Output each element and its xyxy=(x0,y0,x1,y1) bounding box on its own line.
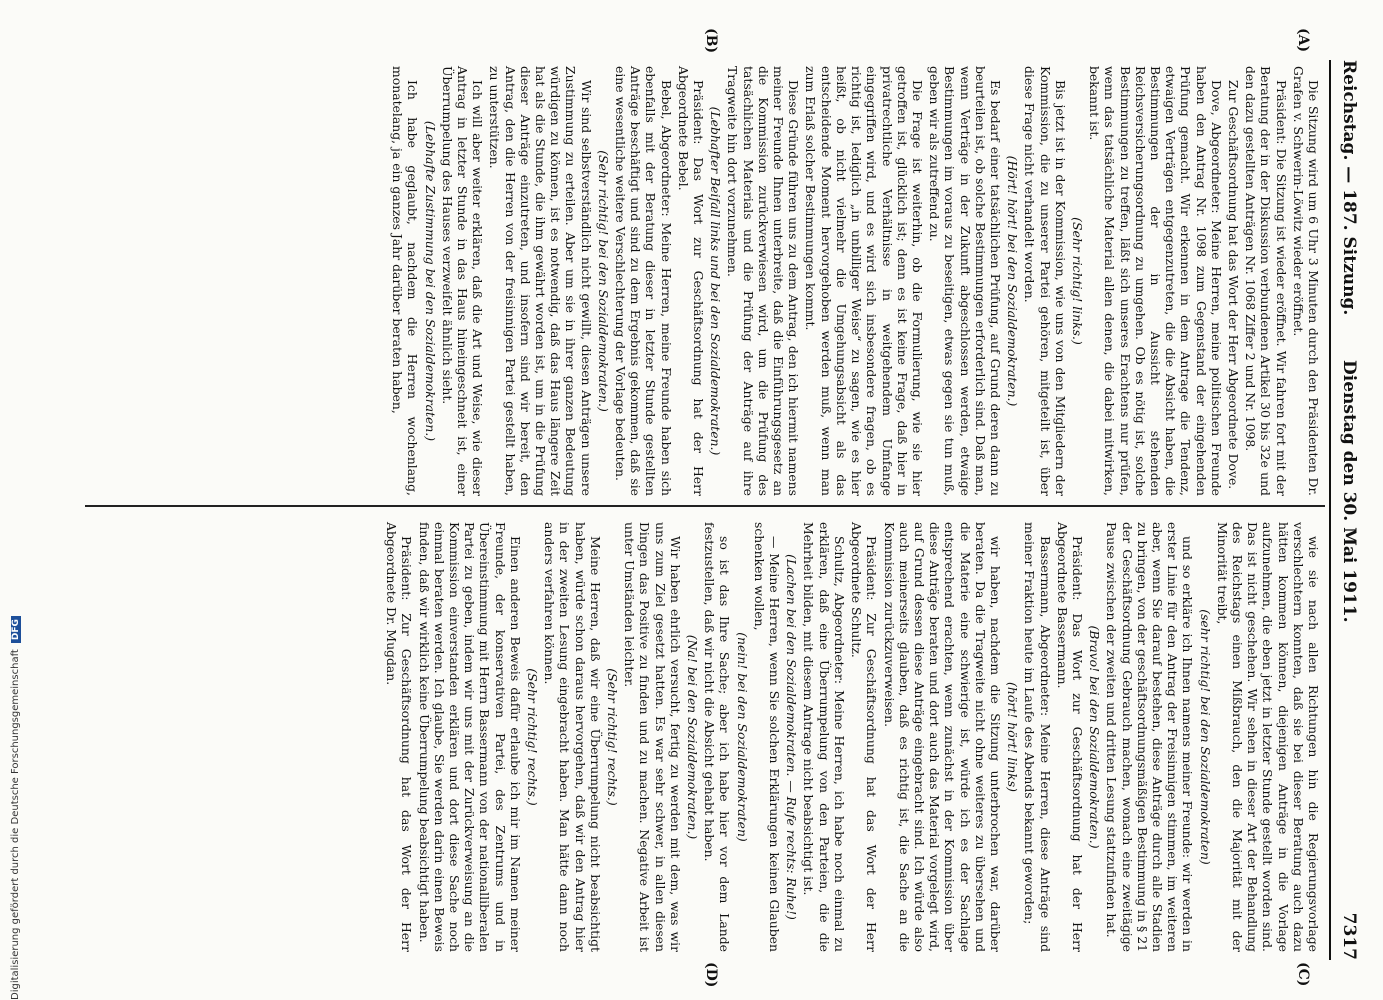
paragraph: Bassermann, Abgeordneter: Meine Herren, diese Anträge sind meiner Fraktion heute im Laufe des Abends bekannt geworden; xyxy=(1022,522,1053,952)
paragraph: Ich habe geglaubt, nachdem die Herren wochenlang, monatelang, ja ein ganzes Jahr darüber beraten haben, xyxy=(390,66,421,496)
paragraph: Präsident: Zur Geschäftsordnung hat das Wort der Herr Abgeordnete Dr. Mugdan. xyxy=(384,522,415,952)
paragraph: wir haben, nachdem die Sitzung unterbrochen war, darüber beraten. Da die Tragweite nicht ohne weiteres zu übersehen und die Materie eine schwierige ist, würde ich es der Sachlage entsprechend erachten, wenn zunächst in der Kommission über diese Anträge beraten und dort auch das Material vorgelegt wird, auf Grund dessen diese Anträge eingebracht sind. Ich würde also auch meinerseits glauben, daß es richtig ist, die Sache an die Kommission zurückzuverweisen. xyxy=(881,522,1003,952)
left-text-column xyxy=(388,66,1321,496)
interjection: (Sehr richtig! rechts.) xyxy=(605,668,621,806)
interjection: (hört! hört! links) xyxy=(1005,682,1021,792)
column-divider xyxy=(85,505,1325,507)
paragraph: Die Frage ist weiterhin, ob die Formulierung, wie sie hier getroffen ist, glücklich ist; denn es ist keine Frage, daß hier in privatrechtliche Verhältnisse in weitgehendem Umfange eingegriffen wird, und es wird sich insbesondere fragen, ob es richtig ist, lediglich „in unbilliger Weise“ zu sagen, wie es hier heißt, ob nicht vielmehr die Umgehungsabsicht als das entscheidende Moment hervorgehoben werden muß, wenn man zum Erlaß solcher Bestimmungen kommt. xyxy=(803,66,925,496)
paragraph: Wir haben ehrlich versucht, fertig zu werden mit dem, was wir uns zum Ziel gesetzt hatten. Es war sehr schwer, in allen diesen Dingen das Positive zu finden und zu machen. Negative Arbeit ist unter Umständen leichter. xyxy=(622,522,683,952)
paragraph: Präsident: Zur Geschäftsordnung hat das Wort der Herr Abgeordnete Schultz. xyxy=(849,522,880,952)
paragraph: so ist das Ihre Sache; aber ich habe hier vor dem Lande festzustellen, daß wir nicht die Absicht gehabt haben. xyxy=(702,522,733,952)
paragraph: und so erkläre ich Ihnen namens meiner Freunde: wir werden in erster Linie für den Antrag der Freisinnigen stimmen, im weiteren aber, wenn Sie darauf bestehen, diese Anträge durch alle Stadien zu bringen, von der geschäftsordnungsmäßigen Bestimmung in § 21 der Geschäftsordnung Gebrauch machen, wonach eine zweitägige Pause zwischen der zweiten und dritten Lesung stattzufinden hat. xyxy=(1104,522,1196,952)
paragraph: Schultz, Abgeordneter: Meine Herren, ich habe noch einmal zu erklären, daß eine Überrumpelung von den Parteien, die die Mehrheit bilden, mit diesem Antrage nicht beabsichtigt ist. xyxy=(801,522,847,952)
interjection: (Na! bei den Sozialdemokraten.) xyxy=(685,634,701,840)
paragraph: Präsident: Das Wort zur Geschäftsordnung hat der Herr Abgeordnete Bebel. xyxy=(675,66,707,496)
digitization-credit xyxy=(10,616,21,1000)
paragraph: Es bedarf einer tatsächlichen Prüfung, auf Grund deren dann zu beurteilen ist, ob solche Bestimmungen erforderlich sind. Daß man, wenn Verträge in der Zukunft abgeschlossen werden, etwaige Bestimmungen im voraus zu beseitigen, etwas gegen sie tun muß, geben wir als zutreffend zu. xyxy=(927,66,1003,496)
interjection: (Lebhafter Beifall links und bei den Sozialdemokraten.) xyxy=(708,106,724,456)
interjection: (Sehr richtig! links.) xyxy=(1069,217,1085,345)
paragraph: Zur Geschäftsordnung hat das Wort der Herr Abgeordnete Dove. xyxy=(1225,80,1241,490)
paragraph: wie sie nach allen Richtungen hin die Regierungsvorlage verschlechtern konnten, daß sie bei dieser Beratung auch dazu hätten kommen können, diejenigen Anträge in die Vorlage aufzunehmen, die eben jetzt in letzter Stunde gestellt worden sind. Das ist nicht geschehen. Wir sehen in dieser Art der Behandlung des Reichstags einen Mißbrauch, den die Majorität mit der Minorität treibt, xyxy=(1214,522,1321,952)
interjection: (sehr richtig! bei den Sozialdemokraten) xyxy=(1197,609,1213,865)
paragraph: Meine Herren, daß wir eine Überrumpelung nicht beabsichtigt haben, würde schon daraus hervorgehen, daß wir den Antrag hier in der zweiten Lesung eingebracht haben. Man hätte dann noch anders verfahren können. xyxy=(542,522,603,952)
paragraph: Die Sitzung wird um 6 Uhr 3 Minuten durch den Präsidenten Dr. Grafen v. Schwerin-Löwitz wieder eröffnet. xyxy=(1290,66,1321,496)
header-rule xyxy=(1329,60,1331,960)
paragraph: Diese Gründe führen uns zu dem Antrag, den ich hiermit namens meiner Freunde Ihnen unterbreite, daß die Einführungsgesetz an die Kommission zurückverwiesen wird, um die Prüfung des tatsächlichen Materials und die Prüfung der Anträge auf ihre Tragweite hin dort vorzunehmen. xyxy=(725,66,802,496)
interjection: (Lachen bei den Sozialdemokraten. — Rufe rechts: Ruhe!) xyxy=(784,554,800,920)
interjection: (Bravo! bei den Sozialdemokraten.) xyxy=(1087,625,1103,849)
margin-mark-a: (A) xyxy=(1295,28,1311,53)
header-center: Dienstag den 30. Mai 1911. xyxy=(1339,360,1359,623)
paragraph: Dove, Abgeordneter: Meine Herren, meine politischen Freunde haben den Antrag Nr. 1098 zum Gegenstand der eingehenden Prüfung gemacht. Wir erkennen in dem Antrage die Tendenz, etwaigen Verträgen entgegenzutreten, die die Absicht haben, die Bestimmungen der in Aussicht stehenden Reichsversicherungsordnung zu umgehen. Ob es nötig ist, solche Bestimmungen zu treffen, läßt sich unseres Erachtens nur prüfen, wenn das tatsächliche Material allen denen, die dabei mitwirken, bekannt ist. xyxy=(1087,66,1224,496)
paragraph: Präsident: Das Wort zur Geschäftsordnung hat der Herr Abgeordnete Bassermann. xyxy=(1054,522,1085,952)
paragraph: Ich will aber weiter erklären, daß die Art und Weise, wie dieser Antrag in letzter Stunde in das Haus hineingeschneit ist, einer Überrumpelung des Hauses verzweifelt ähnlich sieht. xyxy=(439,66,486,496)
running-header xyxy=(1329,60,1369,960)
header-left: Reichstag. — 187. Sitzung. xyxy=(1339,60,1359,316)
margin-mark-c: (C) xyxy=(1295,962,1311,987)
interjection: (Sehr richtig! bei den Sozialdemokraten.) xyxy=(595,150,611,412)
interjection: (Hört! hört! bei den Sozialdemokraten.) xyxy=(1005,155,1021,407)
credit-text: Digitalisierung gefördert durch die Deutsche Forschungsgemeinschaft xyxy=(10,649,21,1000)
paragraph: Bis jetzt ist in der Kommission, wie uns von den Mitgliedern der Kommission, die zu unserer Partei gehören, mitgeteilt ist, über diese Frage nicht verhandelt worden. xyxy=(1022,66,1068,496)
paragraph: Bebel, Abgeordneter: Meine Herren, meine Freunde haben sich ebenfalls mit der Beratung dieser in letzter Stunde gestellten Anträge beschäftigt und sind zu dem Ergebnis gekommen, daß sie eine wesentliche weitere Verschlechterung der Vorlage bedeuten. xyxy=(613,66,674,496)
right-text-column xyxy=(382,522,1321,952)
paragraph: Wir sind selbstverständlich nicht gewillt, diesen Anträgen unsere Zustimmung zu erteilen. Aber um sie in ihrer ganzen Bedeutung würdigen zu können, ist es notwendig, daß das Haus längere Zeit hat als die Stunde, die ihm gewährt worden ist, um in die Prüfung dieser Anträge einzutreten, und insofern sind wir bereit, den Antrag, den die Herren von der freisinnigen Partei gestellt haben, zu unterstützen. xyxy=(487,66,594,496)
paragraph: — Meine Herren, wenn Sie solchen Erklärungen keinen Glauben schenken wollen, xyxy=(751,522,783,952)
header-page-number: 7317 xyxy=(1339,912,1359,960)
interjection: (nein! bei den Sozialdemokraten) xyxy=(734,632,750,842)
dfg-logo: DFG xyxy=(11,616,21,643)
interjection: (Sehr richtig! rechts.) xyxy=(525,668,541,806)
margin-mark-b: (B) xyxy=(703,28,719,54)
margin-mark-d: (D) xyxy=(703,962,719,988)
paragraph: Einen anderen Beweis dafür erlaube ich mir im Namen meiner Freunde, der konservativen Partei, des Zentrums und in Übereinstimmung mit Herrn Bassermann von der nationalliberalen Partei zu geben, indem wir uns mit der Zurückverweisung an die Kommission einverstanden erklären und dort diese Sache noch einmal beraten werden. Ich glaube, Sie werden darin einen Beweis finden, daß wir wirklich keine Überrumpelung beabsichtigt haben. xyxy=(416,522,523,952)
paragraph: Präsident: Die Sitzung ist wieder eröffnet. Wir fahren fort mit der Beratung der in der Diskussion verbundenen Artikel 30 bis 32e und den dazu gestellten Anträgen Nr. 1068 Ziffer 2 und Nr. 1098. xyxy=(1243,66,1289,496)
interjection: (Lebhafte Zustimmung bei den Sozialdemokraten.) xyxy=(422,120,438,442)
